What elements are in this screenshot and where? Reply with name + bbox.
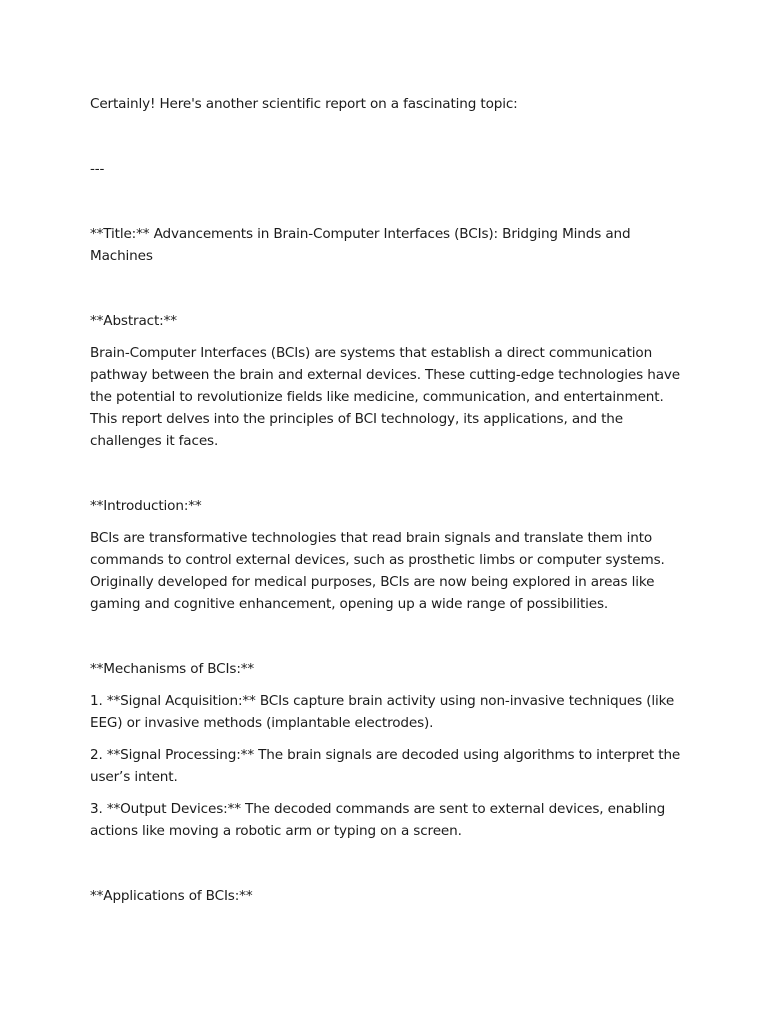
report-title: **Title:** Advancements in Brain-Computer Interfaces (BCIs): Bridging Minds and Machines [90, 226, 631, 264]
applications-heading: **Applications of BCIs:** [90, 888, 253, 904]
introduction-heading: **Introduction:** [90, 498, 202, 514]
abstract-heading: **Abstract:** [90, 313, 177, 329]
mechanism-item: 3. **Output Devices:** The decoded commands are sent to external devices, enabling actions like moving a robotic arm or typing on a screen. [90, 801, 666, 839]
document-body [90, 93, 690, 907]
introduction-paragraph: BCIs are transformative technologies that read brain signals and translate them into commands to control external devices, such as prosthetic limbs or computer systems. Originally developed for medical purposes, BCIs are now being explored in areas like gaming and cognitive enhancement, opening up a wide range of possibilities. [90, 530, 665, 612]
intro-line: Certainly! Here's another scientific report on a fascinating topic: [90, 96, 518, 112]
mechanisms-heading: **Mechanisms of BCIs:** [90, 661, 255, 677]
mechanism-item: 1. **Signal Acquisition:** BCIs capture brain activity using non-invasive techniques (like EEG) or invasive methods (implantable electrodes). [90, 693, 675, 731]
mechanism-item: 2. **Signal Processing:** The brain signals are decoded using algorithms to interpret the user’s intent. [90, 747, 681, 785]
separator-line: --- [90, 161, 105, 177]
abstract-paragraph: Brain-Computer Interfaces (BCIs) are systems that establish a direct communication pathway between the brain and external devices. These cutting-edge technologies have the potential to revolutionize fields like medicine, communication, and entertainment. This report delves into the principles of BCI technology, its applications, and the challenges it faces. [90, 345, 681, 449]
